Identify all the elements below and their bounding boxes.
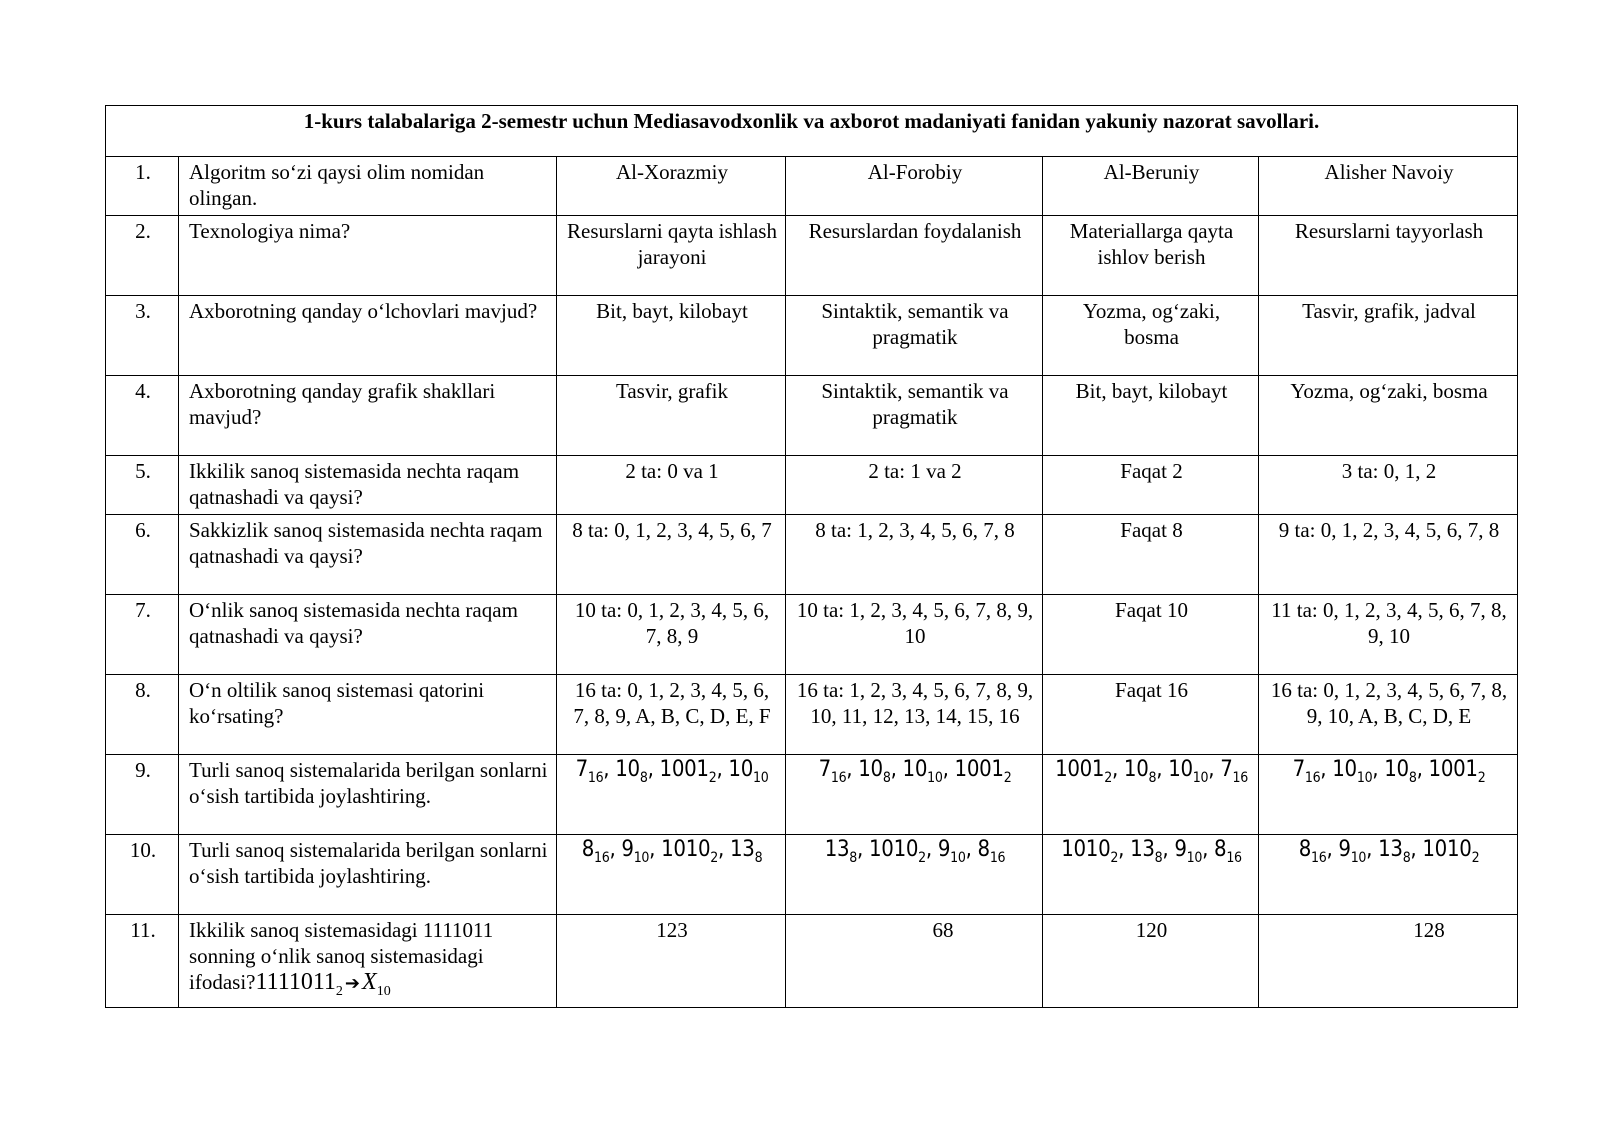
number-base: 10: [1186, 850, 1203, 866]
table-row: [106, 915, 1518, 1008]
answer-option-1: Tasvir, grafik: [557, 376, 786, 456]
question-text: Axborotning qanday grafik shakllari mavjud?: [179, 376, 557, 456]
table-row: [106, 456, 1518, 515]
answer-option-3: Faqat 8: [1043, 515, 1259, 595]
number-value: 9: [937, 837, 951, 862]
answer-option-1: $7_{16}$, $10_8$, $1001_2$, $10_{10}$: [557, 755, 786, 835]
answer-option-1: Bit, bayt, kilobayt: [557, 296, 786, 376]
formula-value: 1111011: [255, 969, 336, 995]
number-value: 8: [581, 837, 594, 862]
question-number: 9.: [106, 755, 179, 835]
number-base: 2: [708, 770, 717, 786]
number-base: 16: [989, 850, 1006, 866]
arrow-icon: ➔: [344, 973, 361, 994]
answer-option-1: 8 ta: 0, 1, 2, 3, 4, 5, 6, 7: [557, 515, 786, 595]
number-base: 8: [1408, 770, 1417, 786]
number-base: 8: [754, 850, 763, 866]
answer-option-2: Sintaktik, semantik va pragmatik: [786, 376, 1043, 456]
number-value: 10: [902, 757, 928, 782]
answer-option-3: Faqat 10: [1043, 595, 1259, 675]
table-row: [106, 296, 1518, 376]
answer-option-3: Al-Beruniy: [1043, 157, 1259, 216]
number-value: 10: [615, 757, 640, 782]
question-number: 2.: [106, 216, 179, 296]
number-value: 1010: [868, 837, 919, 862]
number-value: 1010: [1422, 837, 1472, 862]
title-row: [106, 106, 1518, 157]
answer-option-2: $13_8$, $1010_2$, $9_{10}$, $8_{16}$: [786, 835, 1043, 915]
table-row: [106, 376, 1518, 456]
number-base: 10: [633, 850, 650, 866]
number-base: 10: [927, 770, 943, 786]
question-text-body: Ikkilik sanoq sistemasidagi 1111011 sonning o‘nlik sanoq sistemasidagi ifodasi?: [189, 918, 494, 994]
number-base: 16: [1311, 850, 1327, 866]
question-text: O‘nlik sanoq sistemasida nechta raqam qatnashadi va qaysi?: [179, 595, 557, 675]
question-number: 7.: [106, 595, 179, 675]
table-row: [106, 157, 1518, 216]
number-value: 9: [621, 837, 634, 862]
number-value: 13: [824, 837, 850, 862]
number-base: 16: [1304, 770, 1321, 786]
answer-option-4: Resurslarni tayyorlash: [1259, 216, 1518, 296]
answer-option-4: $7_{16}$, $10_{10}$, $10_8$, $1001_2$: [1259, 755, 1518, 835]
question-text: Sakkizlik sanoq sistemasida nechta raqam qatnashadi va qaysi?: [179, 515, 557, 595]
answer-option-3: $1010_2$, $13_8$, $9_{10}$, $8_{16}$: [1043, 835, 1259, 915]
number-base: 10: [1192, 770, 1209, 786]
number-base: 10: [950, 850, 966, 866]
answer-option-4: $8_{16}$, $9_{10}$, $13_8$, $1010_2$: [1259, 835, 1518, 915]
answer-option-3: 120: [1043, 915, 1259, 1008]
number-base: 8: [1148, 770, 1157, 786]
number-value: 1001: [1055, 757, 1105, 782]
number-value: 9: [1174, 837, 1187, 862]
number-value: 10: [1168, 757, 1193, 782]
number-base: 16: [1232, 770, 1248, 786]
number-base: 10: [753, 770, 769, 786]
number-value: 1001: [954, 757, 1004, 782]
number-base: 2: [1477, 770, 1486, 786]
number-base: 8: [1402, 850, 1411, 866]
answer-option-1: 10 ta: 0, 1, 2, 3, 4, 5, 6, 7, 8, 9: [557, 595, 786, 675]
number-value: 10: [1384, 757, 1409, 782]
number-value: 1001: [1428, 757, 1478, 782]
number-base: 8: [882, 770, 891, 786]
answer-option-4: 11 ta: 0, 1, 2, 3, 4, 5, 6, 7, 8, 9, 10: [1259, 595, 1518, 675]
number-value: 7: [1220, 757, 1233, 782]
number-value: 13: [729, 837, 755, 862]
number-base: 2: [1104, 770, 1112, 786]
number-base: 10: [1350, 850, 1367, 866]
number-base: 8: [639, 770, 648, 786]
answer-option-3: $1001_2$, $10_8$, $10_{10}$, $7_{16}$: [1043, 755, 1259, 835]
table-row: [106, 595, 1518, 675]
answer-option-2: 2 ta: 1 va 2: [786, 456, 1043, 515]
number-value: 8: [1214, 837, 1227, 862]
answer-option-3: Yozma, og‘zaki, bosma: [1043, 296, 1259, 376]
number-value: 7: [1292, 757, 1305, 782]
number-base: 2: [918, 850, 926, 866]
number-value: 8: [977, 837, 990, 862]
question-number: 8.: [106, 675, 179, 755]
number-value: 8: [1298, 837, 1311, 862]
question-number: 6.: [106, 515, 179, 595]
answer-option-1: 16 ta: 0, 1, 2, 3, 4, 5, 6, 7, 8, 9, A, B, C, D, E, F: [557, 675, 786, 755]
table-row: [106, 515, 1518, 595]
answer-option-4: 128: [1259, 915, 1518, 1008]
answer-option-4: 16 ta: 0, 1, 2, 3, 4, 5, 6, 7, 8, 9, 10, A, B, C, D, E: [1259, 675, 1518, 755]
answer-option-4: 3 ta: 0, 1, 2: [1259, 456, 1518, 515]
number-base: 2: [1003, 770, 1012, 786]
table-row: [106, 835, 1518, 915]
number-value: 1010: [1061, 837, 1111, 862]
answer-option-4: Alisher Navoiy: [1259, 157, 1518, 216]
document-title: 1-kurs talabalariga 2-semestr uchun Mediasavodxonlik va axborot madaniyati fanidan yakuniy nazorat savollari.: [106, 106, 1518, 157]
number-base: 16: [1226, 850, 1242, 866]
number-base: 2: [1471, 850, 1480, 866]
answer-option-4: Yozma, og‘zaki, bosma: [1259, 376, 1518, 456]
number-base: 8: [849, 850, 858, 866]
number-value: 1001: [659, 757, 709, 782]
answer-option-1: $8_{16}$, $9_{10}$, $1010_2$, $13_8$: [557, 835, 786, 915]
question-text: O‘n oltilik sanoq sistemasi qatorini ko‘rsating?: [179, 675, 557, 755]
formula-base: 2: [335, 984, 343, 999]
answer-option-1: Al-Xorazmiy: [557, 157, 786, 216]
table-row: [106, 755, 1518, 835]
answer-option-2: 68: [786, 915, 1043, 1008]
question-number: 5.: [106, 456, 179, 515]
questions-table: [105, 105, 1518, 1008]
answer-option-2: Al-Forobiy: [786, 157, 1043, 216]
number-base: 16: [587, 770, 604, 786]
question-number: 3.: [106, 296, 179, 376]
answer-option-1: 2 ta: 0 va 1: [557, 456, 786, 515]
number-value: 10: [858, 757, 883, 782]
answer-option-2: Sintaktik, semantik va pragmatik: [786, 296, 1043, 376]
number-value: 10: [728, 757, 753, 782]
answer-option-2: 16 ta: 1, 2, 3, 4, 5, 6, 7, 8, 9, 10, 11, 12, 13, 14, 15, 16: [786, 675, 1043, 755]
question-text: Turli sanoq sistemalarida berilgan sonlarni o‘sish tartibida joylashtiring.: [179, 755, 557, 835]
question-text: Ikkilik sanoq sistemasida nechta raqam qatnashadi va qaysi?: [179, 456, 557, 515]
number-base: 10: [1356, 770, 1373, 786]
number-base: 16: [594, 850, 610, 866]
question-text: [179, 915, 557, 1008]
number-value: 13: [1378, 837, 1403, 862]
answer-option-3: Bit, bayt, kilobayt: [1043, 376, 1259, 456]
number-value: 10: [1123, 757, 1149, 782]
table-row: [106, 675, 1518, 755]
number-base: 8: [1154, 850, 1163, 866]
question-number: 1.: [106, 157, 179, 216]
number-base: 2: [710, 850, 718, 866]
answer-option-3: Faqat 16: [1043, 675, 1259, 755]
answer-option-1: Resurslarni qayta ishlash jarayoni: [557, 216, 786, 296]
question-text: Axborotning qanday o‘lchovlari mavjud?: [179, 296, 557, 376]
answer-option-2: Resurslardan foydalanish: [786, 216, 1043, 296]
question-number: 10.: [106, 835, 179, 915]
conversion-formula: [255, 969, 391, 999]
number-value: 10: [1332, 757, 1357, 782]
number-base: 2: [1110, 850, 1119, 866]
answer-option-4: Tasvir, grafik, jadval: [1259, 296, 1518, 376]
question-number: 4.: [106, 376, 179, 456]
number-base: 16: [830, 770, 847, 786]
formula-target: X: [362, 969, 377, 995]
question-text: Turli sanoq sistemalarida berilgan sonlarni o‘sish tartibida joylashtiring.: [179, 835, 557, 915]
answer-option-2: 8 ta: 1, 2, 3, 4, 5, 6, 7, 8: [786, 515, 1043, 595]
number-value: 9: [1338, 837, 1351, 862]
table-row: [106, 216, 1518, 296]
answer-option-2: 10 ta: 1, 2, 3, 4, 5, 6, 7, 8, 9, 10: [786, 595, 1043, 675]
question-number: 11.: [106, 915, 179, 1008]
answer-option-2: $7_{16}$, $10_8$, $10_{10}$, $1001_2$: [786, 755, 1043, 835]
question-text: Texnologiya nima?: [179, 216, 557, 296]
answer-option-1: 123: [557, 915, 786, 1008]
formula-target-base: 10: [376, 984, 391, 999]
answer-option-4: 9 ta: 0, 1, 2, 3, 4, 5, 6, 7, 8: [1259, 515, 1518, 595]
number-value: 1010: [661, 837, 711, 862]
answer-option-3: Materiallarga qayta ishlov berish: [1043, 216, 1259, 296]
number-value: 7: [818, 757, 831, 782]
number-value: 13: [1130, 837, 1155, 862]
answer-option-3: Faqat 2: [1043, 456, 1259, 515]
number-value: 7: [575, 757, 588, 782]
question-text: Algoritm so‘zi qaysi olim nomidan olingan.: [179, 157, 557, 216]
